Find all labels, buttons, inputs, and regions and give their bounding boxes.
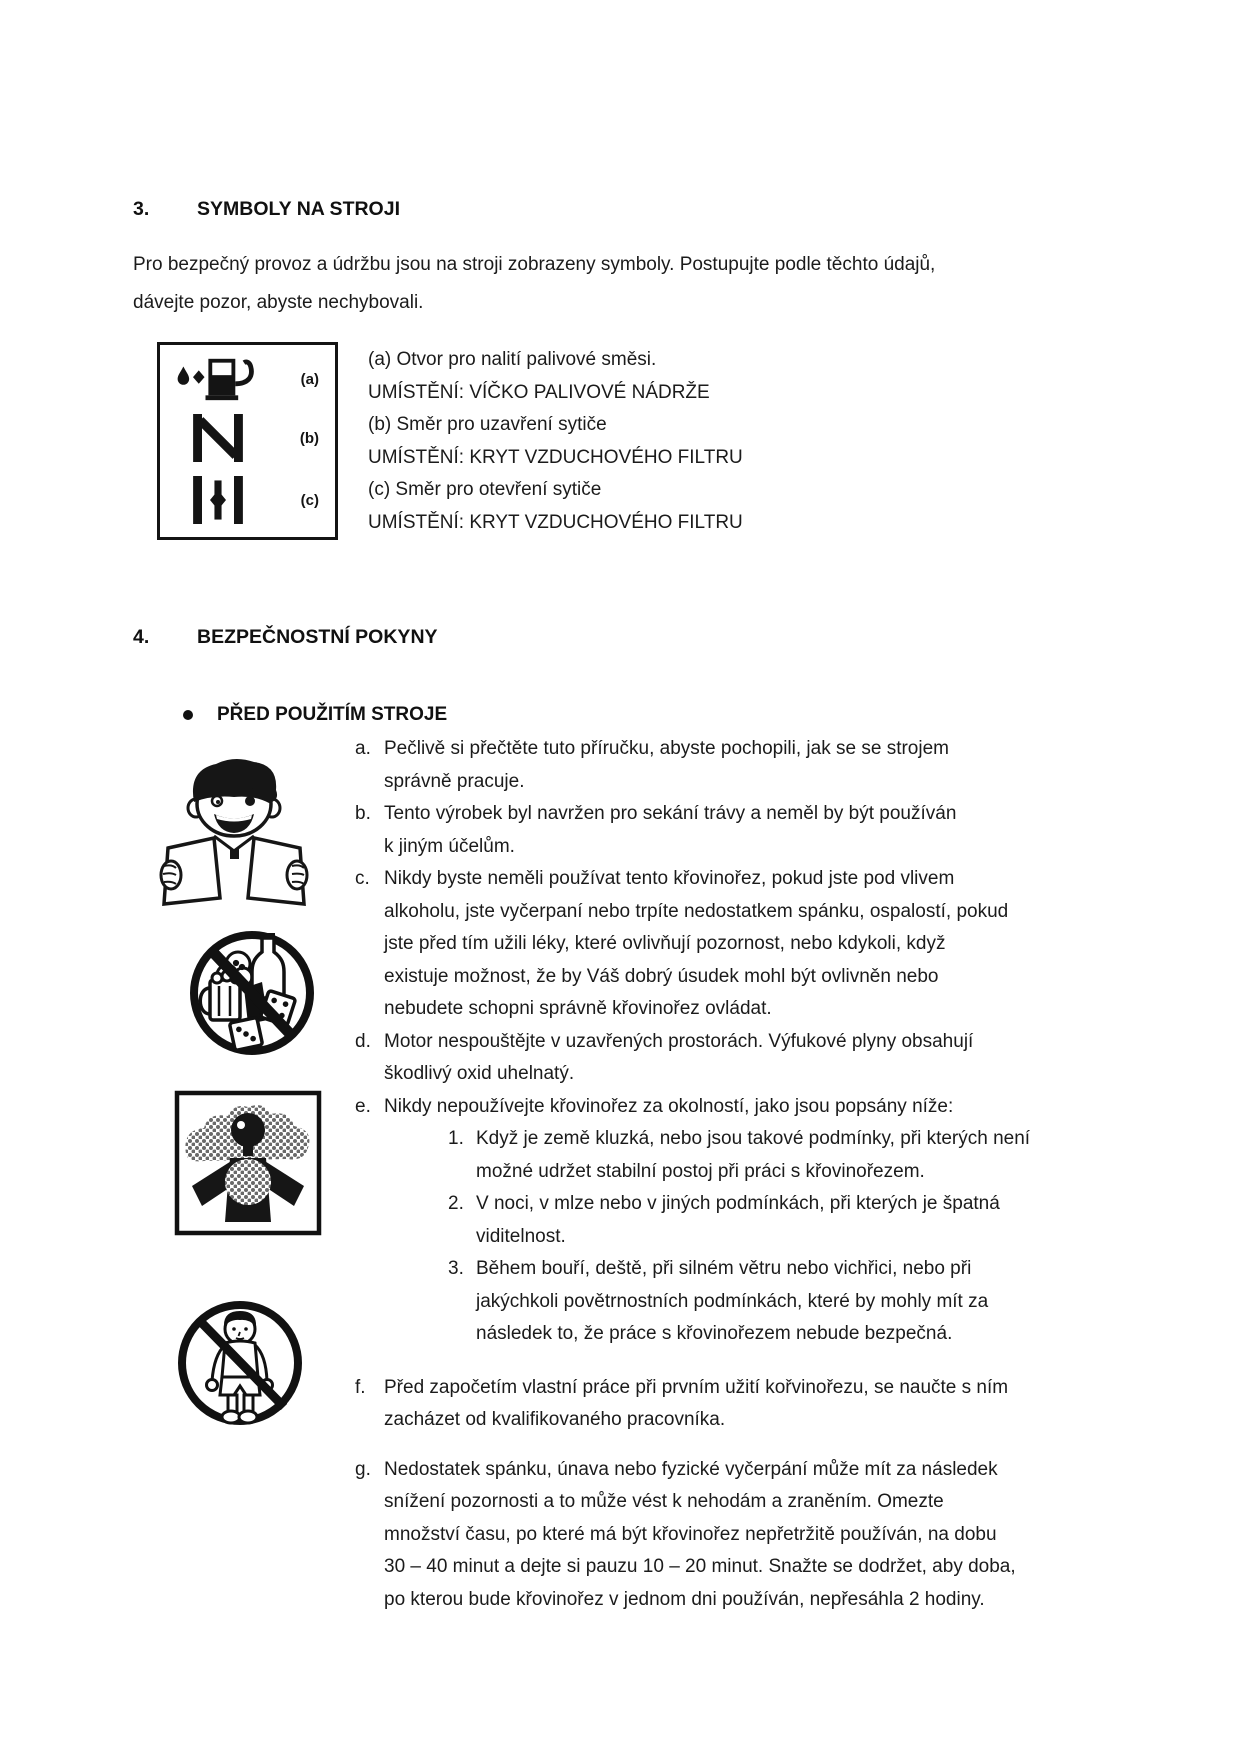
item-number: 2.: [448, 1193, 464, 1214]
bullet-icon: [183, 710, 193, 720]
subsection-heading: [183, 704, 447, 726]
symbol-label-a: (a): [300, 370, 319, 388]
list-item-g: [355, 1454, 1030, 1617]
symbol-row-c: [160, 472, 335, 528]
item-number: 1.: [448, 1128, 464, 1149]
text-line: UMÍSTĚNÍ: KRYT VZDUCHOVÉHO FILTRU: [368, 511, 743, 533]
symbol-row-a: [160, 354, 335, 404]
section3-title: SYMBOLY NA STROJI: [197, 198, 400, 220]
list-item-d: [355, 1026, 1030, 1091]
sublist-item-1: [448, 1123, 1030, 1188]
text-line: (c) Směr pro otevření sytiče: [368, 479, 602, 501]
text-line: Nedostatek spánku, únava nebo fyzické vyčerpání může mít za následek: [384, 1458, 998, 1480]
section3-heading: [133, 198, 400, 221]
text-line: viditelnost.: [476, 1225, 566, 1247]
item-letter: a.: [355, 738, 371, 759]
reading-man-image: [150, 752, 318, 920]
symbol-label-c: (c): [300, 491, 319, 509]
text-line: existuje možnost, že by Váš dobrý úsudek mohl být ovlivněn nebo: [384, 965, 939, 987]
text-line: V noci, v mlze nebo v jiných podmínkách, při kterých je špatná: [476, 1193, 1000, 1214]
text-line: následek to, že práce s křovinořezem nebude bezpečná.: [476, 1323, 953, 1344]
choke-closed-icon: [166, 410, 270, 466]
symbol-label-b: (b): [299, 429, 319, 447]
list-item-c: [355, 863, 1030, 1026]
choke-open-icon: [166, 472, 270, 528]
text-line: UMÍSTĚNÍ: KRYT VZDUCHOVÉHO FILTRU: [368, 446, 743, 468]
section4-number: 4.: [133, 626, 150, 648]
text-line: alkoholu, jste vyčerpaní nebo trpíte nedostatkem spánku, ospalostí, pokud: [384, 900, 1009, 922]
list-item-b: [355, 798, 1030, 863]
text-line: nebudete schopni správně křovinořez ovládat.: [384, 998, 772, 1019]
section4-title: BEZPEČNOSTNÍ POKYNY: [197, 626, 438, 648]
text-line: 30 – 40 minut a dejte si pauzu 10 – 20 minut. Snažte se dodržet, aby doba,: [384, 1556, 1016, 1577]
text-line: Pro bezpečný provoz a údržbu jsou na stroji zobrazeny symboly. Postupujte podle těchto údajů,: [133, 254, 936, 275]
list-item-f: [355, 1372, 1030, 1437]
text-line: Nikdy byste neměli používat tento křovinořez, pokud jste pod vlivem: [384, 868, 955, 889]
item-letter: g.: [355, 1458, 371, 1480]
text-line: správně pracuje.: [384, 770, 525, 792]
intro-paragraph: [133, 246, 935, 322]
symbol-row-b: [160, 410, 335, 466]
text-line: množství času, po které má být křovinořez nepřetržitě používán, na dobu: [384, 1523, 997, 1545]
text-line: jste před tím užili léky, které ovlivňují pozornost, nebo kdykoli, když: [384, 933, 946, 954]
text-line: Nikdy nepoužívejte křovinořez za okolností, jako jsou popsány níže:: [384, 1095, 954, 1117]
list-item-e: [355, 1091, 1030, 1124]
sublist-item-2: [448, 1188, 1030, 1253]
text-line: Tento výrobek byl navržen pro sekání trávy a neměl by být používán: [384, 803, 957, 824]
item-letter: b.: [355, 803, 371, 824]
text-line: k jiným účelům.: [384, 835, 515, 857]
conditions-sublist: [448, 1123, 1030, 1351]
safety-instructions-list: [355, 733, 1030, 1616]
exhaust-fumes-warning-icon: [174, 1090, 322, 1236]
no-children-icon: [170, 1293, 310, 1435]
machine-symbols-box: [157, 342, 338, 540]
list-item-a: [355, 733, 1030, 798]
text-line: možné udržet stabilní postoj při práci s křovinořezem.: [476, 1160, 925, 1182]
item-letter: e.: [355, 1095, 371, 1117]
item-number: 3.: [448, 1258, 464, 1279]
text-line: Během bouří, deště, při silném větru nebo vichřici, nebo při: [476, 1258, 972, 1279]
section4-heading: [133, 626, 438, 649]
text-line: (a) Otvor pro nalití palivové směsi.: [368, 349, 657, 370]
text-line: UMÍSTĚNÍ: VÍČKO PALIVOVÉ NÁDRŽE: [368, 381, 710, 403]
subsection-title: PŘED POUŽITÍM STROJE: [217, 704, 448, 725]
symbol-descriptions: [368, 344, 743, 540]
text-line: po kterou bude křovinořez v jednom dni používán, nepřesáhla 2 hodiny.: [384, 1588, 985, 1610]
item-letter: c.: [355, 868, 370, 889]
no-alcohol-icon: [186, 922, 318, 1064]
text-line: jakýchkoli povětrnostních podmínkách, které by mohly mít za: [476, 1290, 989, 1312]
text-line: škodlivý oxid uhelnatý.: [384, 1063, 575, 1084]
text-line: Motor nespouštějte v uzavřených prostorách. Výfukové plyny obsahují: [384, 1030, 974, 1052]
section3-number: 3.: [133, 198, 150, 220]
text-line: zacházet od kvalifikovaného pracovníka.: [384, 1409, 726, 1430]
text-line: Když je země kluzká, nebo jsou takové podmínky, při kterých není: [476, 1128, 1031, 1149]
text-line: snížení pozornosti a to může vést k nehodám a zraněním. Omezte: [384, 1491, 944, 1512]
item-letter: d.: [355, 1030, 371, 1052]
text-line: (b) Směr pro uzavření sytiče: [368, 414, 607, 436]
sublist-item-3: [448, 1253, 1030, 1351]
fuel-pump-icon: [166, 354, 270, 404]
text-line: dávejte pozor, abyste nechybovali.: [133, 292, 424, 313]
text-line: Pečlivě si přečtěte tuto příručku, abyste pochopili, jak se se strojem: [384, 738, 949, 759]
item-letter: f.: [355, 1376, 366, 1398]
text-line: Před započetím vlastní práce při prvním užití kořvinořezu, se naučte s ním: [384, 1376, 1009, 1398]
